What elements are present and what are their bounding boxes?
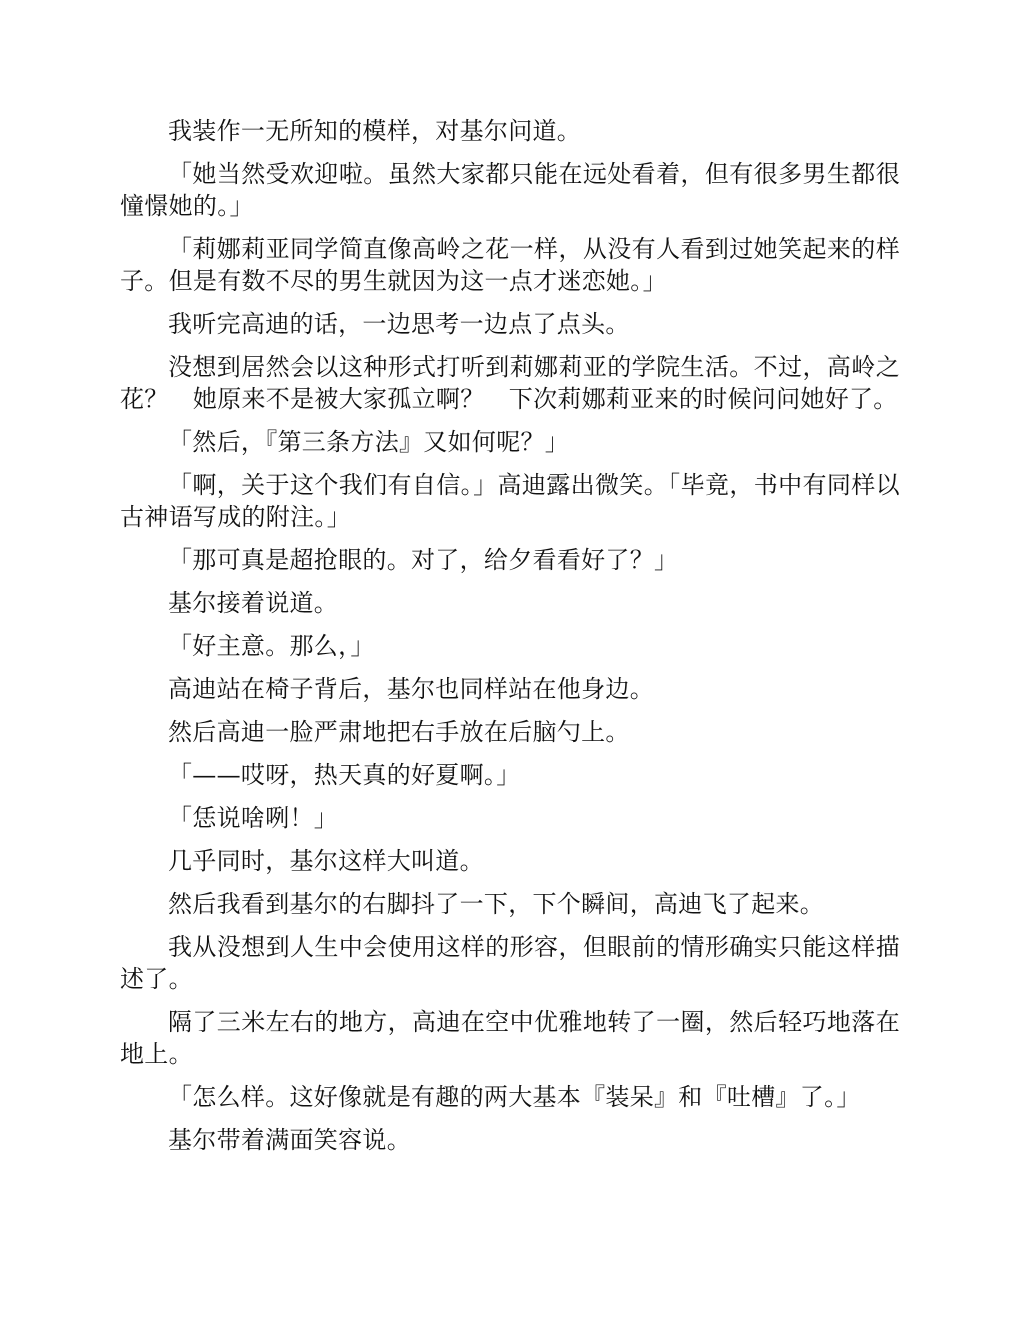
paragraph: 我从没想到人生中会使用这样的形容，但眼前的情形确实只能这样描述了。 bbox=[120, 933, 900, 993]
paragraph: 基尔带着满面笑容说。 bbox=[168, 1126, 411, 1154]
paragraph: 然后高迪一脸严肃地把右手放在后脑勺上。 bbox=[168, 718, 630, 746]
paragraph: 「好主意。那么，」 bbox=[168, 632, 375, 660]
paragraph: 基尔接着说道。 bbox=[168, 589, 339, 617]
paragraph: 「然后，『第三条方法』又如何呢？」 bbox=[168, 428, 570, 456]
paragraph: 「——哎呀，热天真的好夏啊。」 bbox=[168, 761, 521, 789]
paragraph: 然后我看到基尔的右脚抖了一下，下个瞬间，高迪飞了起来。 bbox=[168, 890, 825, 918]
paragraph: 「莉娜莉亚同学简直像高岭之花一样，从没有人看到过她笑起来的样子。但是有数不尽的男生就因为这一点才迷恋她。」 bbox=[120, 235, 900, 295]
paragraph: 高迪站在椅子背后，基尔也同样站在他身边。 bbox=[168, 675, 654, 703]
paragraph: 「啊，关于这个我们有自信。」高迪露出微笑。「毕竟，书中有同样以古神语写成的附注。」 bbox=[120, 471, 900, 531]
paragraph: 「恁说啥咧！」 bbox=[168, 804, 339, 832]
paragraph: 「怎么样。这好像就是有趣的两大基本『装呆』和『吐槽』了。」 bbox=[168, 1083, 861, 1111]
paragraph: 我听完高迪的话，一边思考一边点了点头。 bbox=[168, 310, 630, 338]
paragraph: 隔了三米左右的地方，高迪在空中优雅地转了一圈，然后轻巧地落在地上。 bbox=[120, 1008, 900, 1068]
paragraph: 「那可真是超抢眼的。对了，给夕看看好了？」 bbox=[168, 546, 679, 574]
paragraph: 几乎同时，基尔这样大叫道。 bbox=[168, 847, 484, 875]
paragraph: 「她当然受欢迎啦。虽然大家都只能在远处看着，但有很多男生都很憧憬她的。」 bbox=[120, 160, 900, 220]
document-page bbox=[120, 115, 900, 1167]
paragraph: 没想到居然会以这种形式打听到莉娜莉亚的学院生活。不过，高岭之花？ 她原来不是被大家孤立啊？ 下次莉娜莉亚来的时候问问她好了。 bbox=[120, 353, 900, 413]
paragraph: 我装作一无所知的模样，对基尔问道。 bbox=[168, 117, 582, 145]
